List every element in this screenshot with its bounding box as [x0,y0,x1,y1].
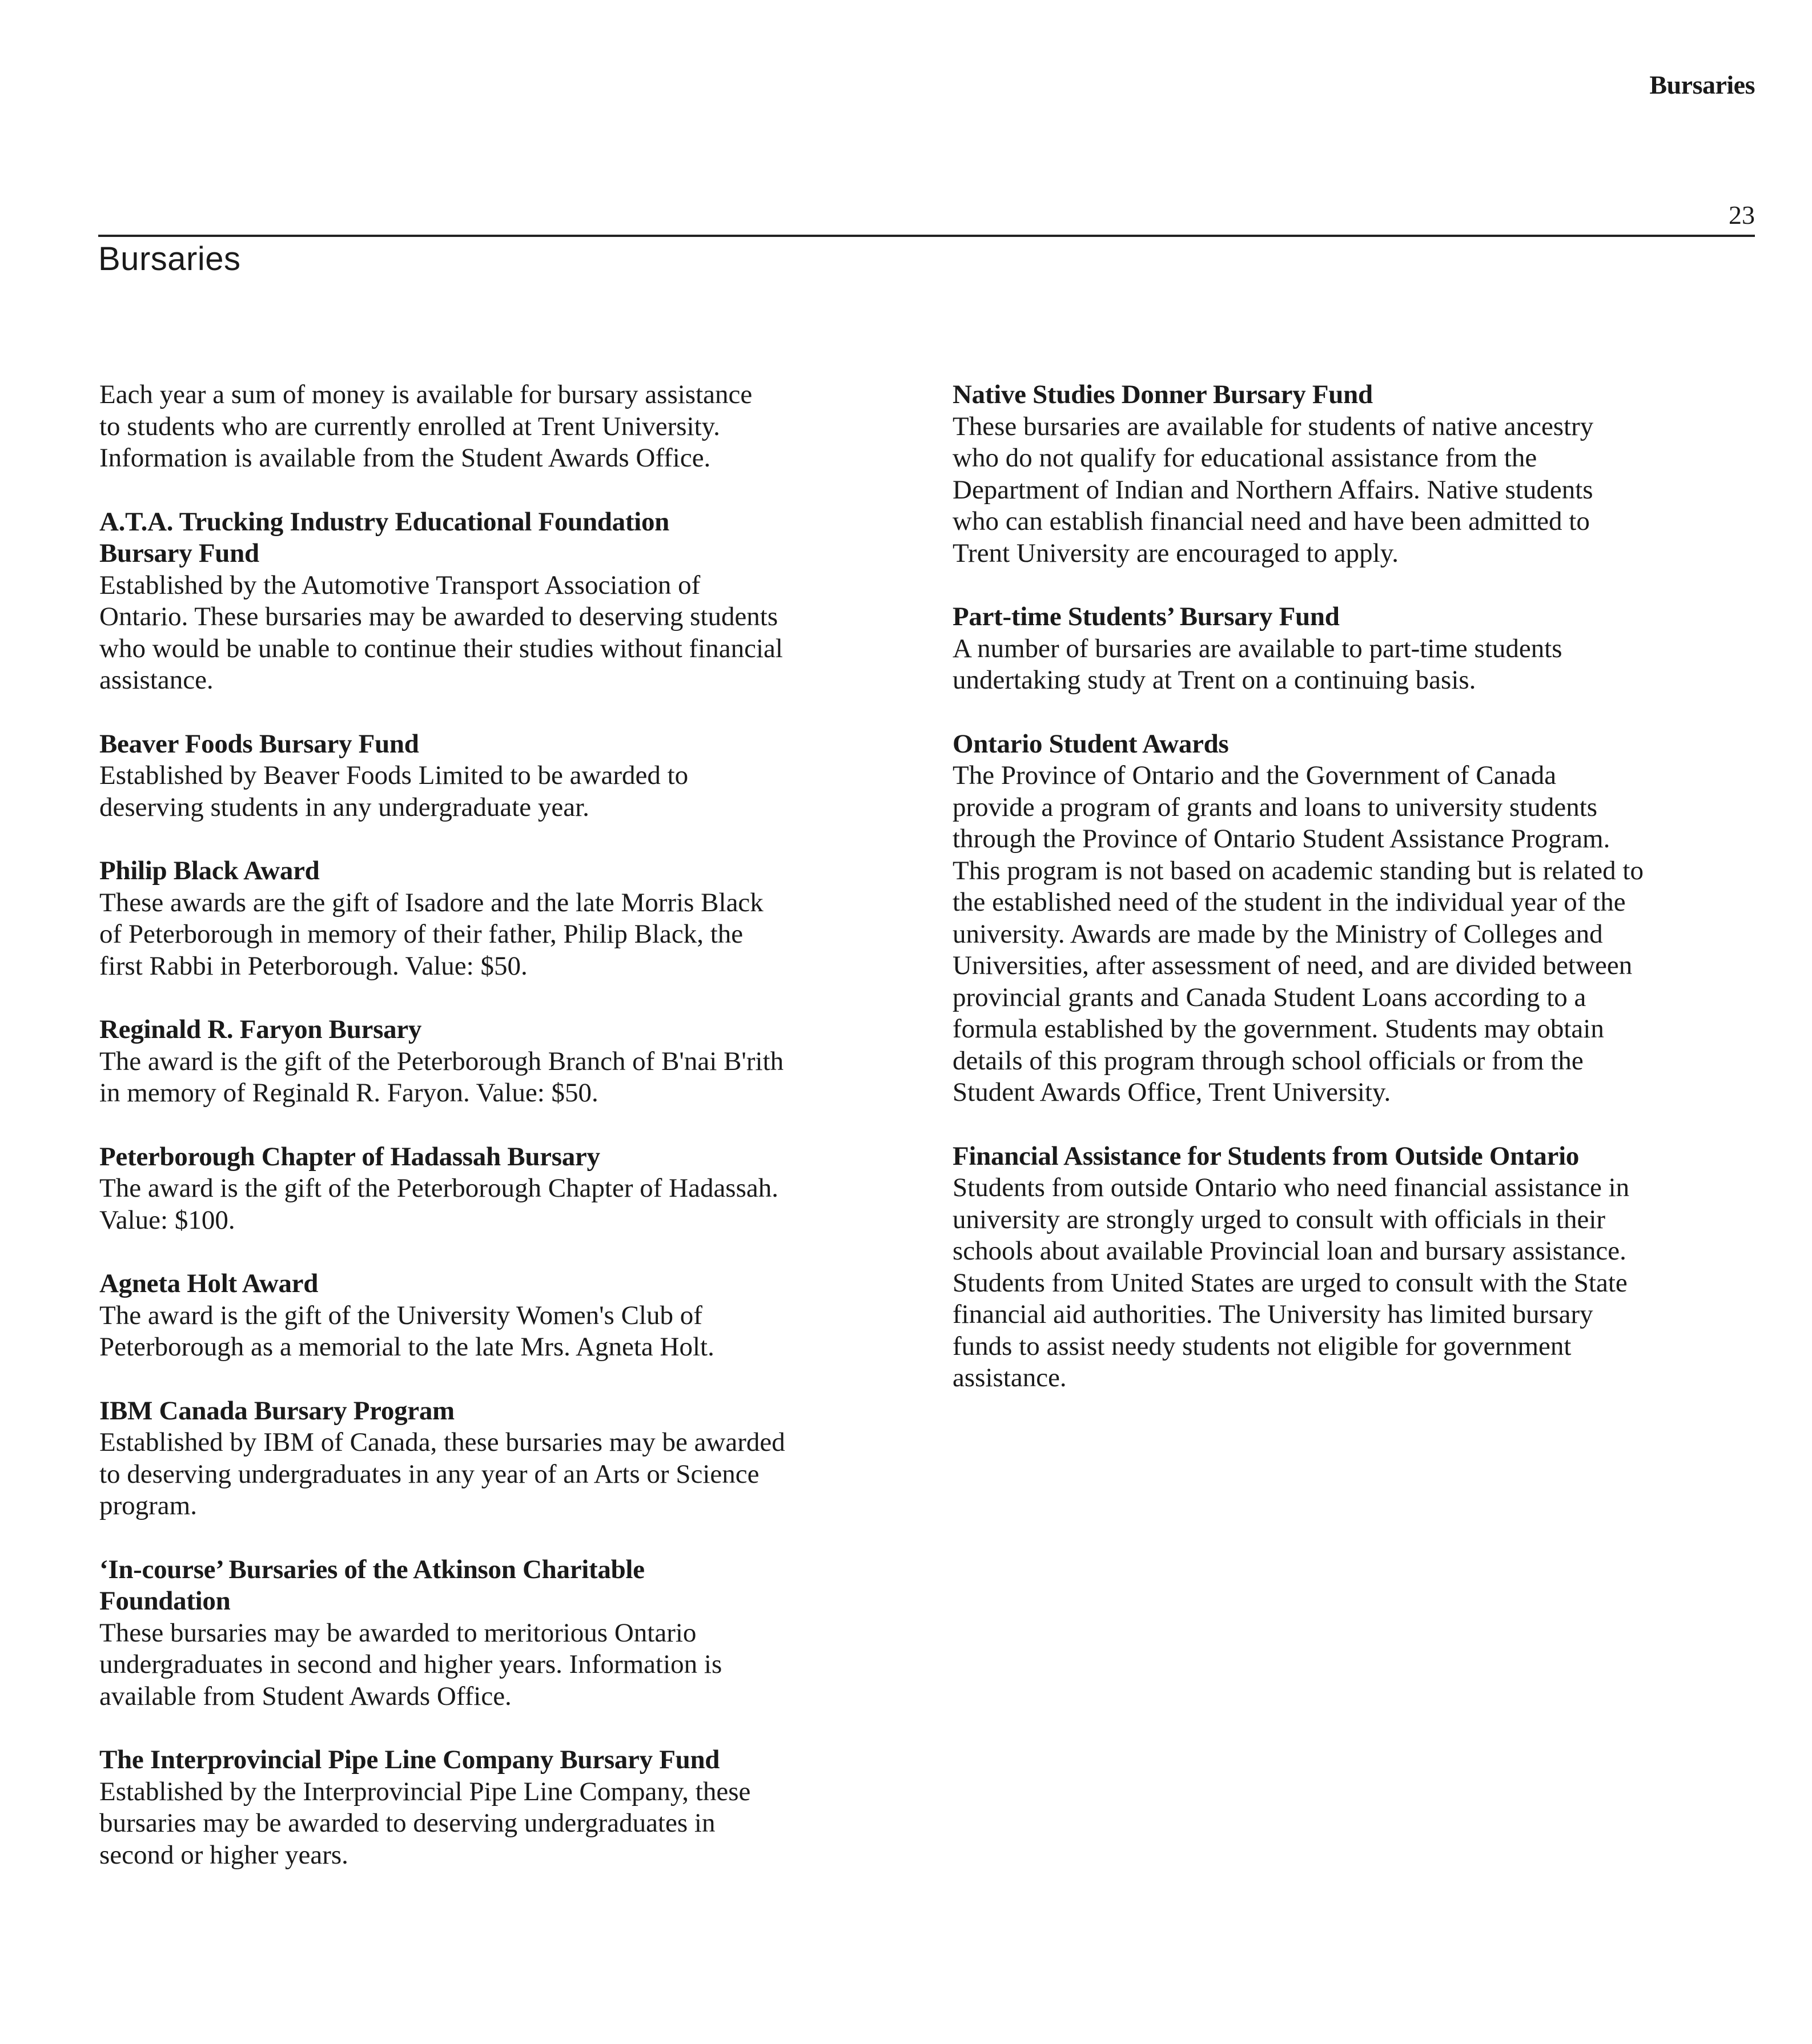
entry-title: Agneta Holt Award [99,1269,319,1298]
entry-title: Philip Black Award [99,856,320,886]
entry-ontario-student-awards [953,729,1763,1109]
entry-title: Ontario Student Awards [953,729,1229,759]
entry-body: The award is the gift of the Peterborough Branch of B'nai B'rith in memory of Reginald R. Faryon. Value: $50. [99,1046,784,1108]
entry-title: Beaver Foods Bursary Fund [99,729,419,759]
section-title: Bursaries [98,240,241,277]
entry-body: A number of bursaries are available to part-time students undertaking study at Trent on a continuing basis. [953,633,1562,695]
page-number: 23 [1729,200,1755,230]
entry-body: The award is the gift of the Peterborough Chapter of Hadassah. Value: $100. [99,1173,778,1235]
left-column [99,379,922,1903]
entry-title: Part-time Students’ Bursary Fund [953,602,1340,631]
entry-native-studies [953,379,1763,569]
header-rule [98,235,1755,237]
entry-hadassah [99,1141,922,1237]
entry-title: Financial Assistance for Students from Outside Ontario [953,1141,1580,1171]
entry-title: The Interprovincial Pipe Line Company Bursary Fund [99,1745,720,1775]
entry-interprovincial [99,1744,922,1871]
entry-agneta-holt [99,1268,922,1363]
entry-body: Established by the Automotive Transport Association of Ontario. These bursaries may be awarded to deserving students who would be unable to continue their studies without financial assistance. [99,570,783,695]
entry-title: IBM Canada Bursary Program [99,1395,455,1426]
entry-body: Students from outside Ontario who need financial assistance in university are strongly urged to consult with officials in their schools about available Provincial loan and bursary assistance. Students from United States are urged to consult with the State financial aid authorities. The University has limited bursary funds to assist needy students not eligible for government assistance. [953,1173,1630,1393]
entry-body: These bursaries are available for students of native ancestry who do not qualify for educational assistance from the Department of Indian and Northern Affairs. Native students who can establish financial need and have been admitted to Trent University are encouraged to apply. [953,411,1594,568]
entry-title: Reginald R. Faryon Bursary [99,1015,422,1044]
entry-body: The Province of Ontario and the Government of Canada provide a program of grants and loans to university students through the Province of Ontario Student Assistance Program. This program is not based on academic standing but is related to the established need of the student in the individual year of the university. Awards are made by the Ministry of Colleges and Universities, after assessment of need, and are divided between provincial grants and Canada Student Loans according to a formula established by the government. Students may obtain details of this program through school officials or from the Student Awards Office, Trent University. [953,761,1644,1107]
entry-faryon [99,1014,922,1109]
entry-body: The award is the gift of the University Women's Club of Peterborough as a memorial to the late Mrs. Agneta Holt. [99,1300,714,1362]
entry-title: A.T.A. Trucking Industry Educational Foundation Bursary Fund [99,506,669,568]
entry-title: Peterborough Chapter of Hadassah Bursary [99,1141,600,1172]
entry-ibm-canada [99,1395,922,1522]
entry-title: ‘In-course’ Bursaries of the Atkinson Charitable Foundation [99,1554,645,1616]
entry-body: These awards are the gift of Isadore and the late Morris Black of Peterborough in memory of their father, Philip Black, the first Rabbi in Peterborough. Value: $50. [99,887,764,981]
running-head: Bursaries [1649,70,1755,99]
entry-body: Established by IBM of Canada, these bursaries may be awarded to deserving undergraduates in any year of an Arts or Science program. [99,1427,785,1520]
entry-beaver-foods [99,729,922,824]
right-column [953,379,1763,1426]
entry-title: Native Studies Donner Bursary Fund [953,380,1373,409]
intro-paragraph: Each year a sum of money is available for bursary assistance to students who are currently enrolled at Trent University. Information is available from the Student Awards Office. [99,380,753,473]
entry-ata-trucking [99,506,922,697]
entry-philip-black [99,855,922,982]
entry-outside-ontario [953,1141,1763,1394]
entry-part-time [953,601,1763,697]
entry-atkinson [99,1554,922,1713]
entry-body: Established by the Interprovincial Pipe Line Company, these bursaries may be awarded to deserving undergraduates in second or higher years. [99,1776,751,1870]
entry-body: These bursaries may be awarded to meritorious Ontario undergraduates in second and higher years. Information is available from Student Awards Office. [99,1618,722,1711]
entry-body: Established by Beaver Foods Limited to be awarded to deserving students in any undergraduate year. [99,761,689,822]
